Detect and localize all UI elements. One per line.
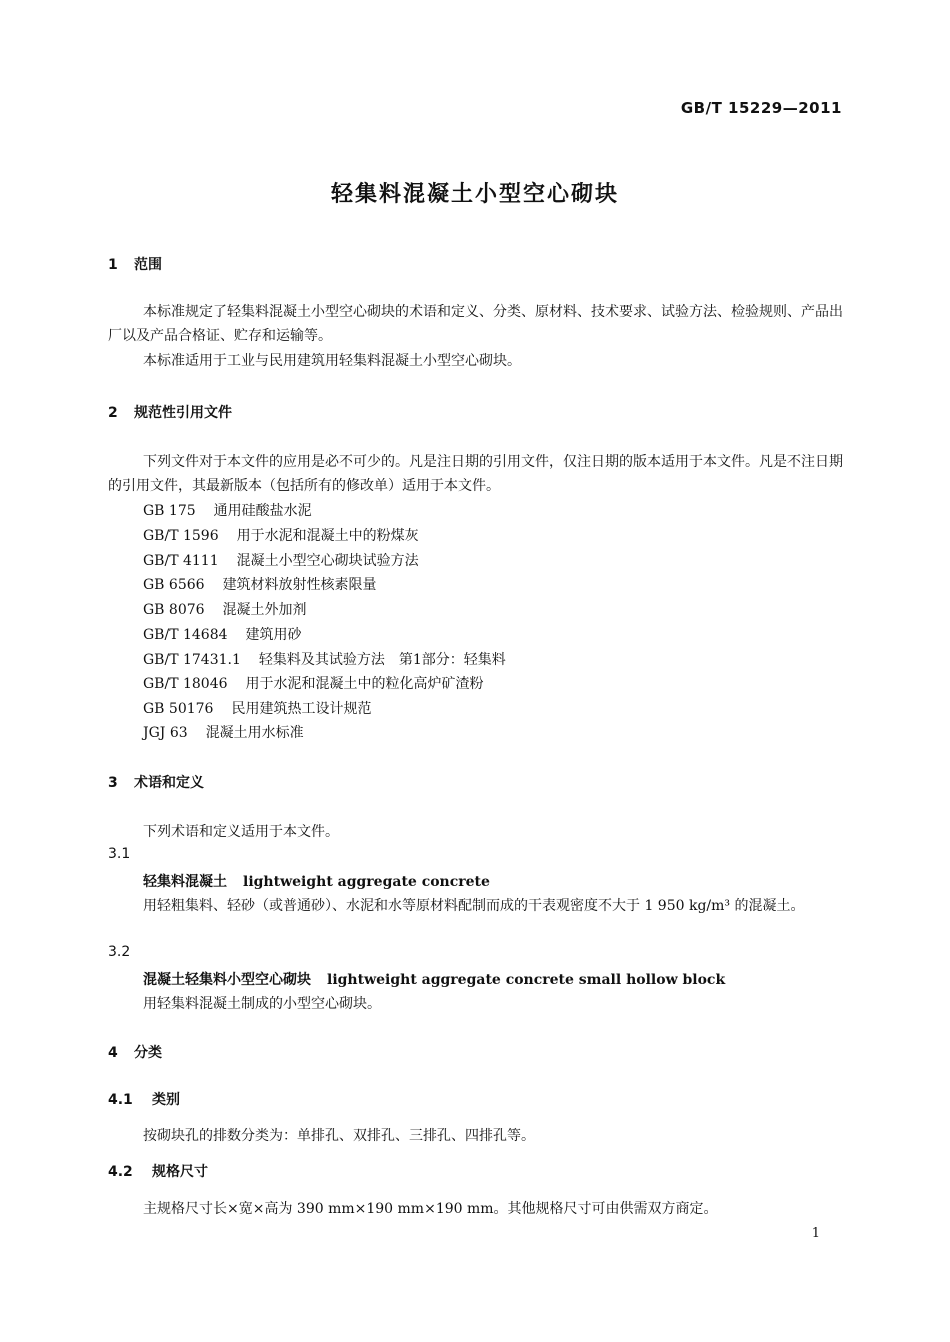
section-1-paragraph-2: 本标准适用于工业与民用建筑用轻集料混凝土小型空心砌块。 xyxy=(143,353,521,369)
reference-title: 混凝土小型空心砌块试验方法 xyxy=(236,553,419,569)
reference-title: 轻集料及其试验方法 第1部分：轻集料 xyxy=(258,652,506,668)
term-english: lightweight aggregate concrete xyxy=(243,874,490,890)
reference-code: GB/T 1596 xyxy=(143,528,219,544)
reference-code: JGJ 63 xyxy=(143,725,188,741)
section-3-heading xyxy=(108,772,204,792)
section-4-2-heading xyxy=(108,1161,208,1181)
section-1-paragraph-1: 本标准规定了轻集料混凝土小型空心砌块的术语和定义、分类、原材料、技术要求、试验方法、检验规则、产品出厂以及产品合格证、贮存和运输等。 xyxy=(108,304,843,344)
reference-code: GB 8076 xyxy=(143,602,205,618)
reference-item xyxy=(143,574,377,594)
reference-title: 建筑用砂 xyxy=(245,627,302,643)
section-title: 类别 xyxy=(152,1092,180,1108)
reference-title: 用于水泥和混凝土中的粒化高炉矿渣粉 xyxy=(245,676,484,692)
section-title: 范围 xyxy=(134,257,162,273)
section-4-1-text: 按砌块孔的排数分类为：单排孔、双排孔、三排孔、四排孔等。 xyxy=(143,1128,535,1144)
reference-title: 民用建筑热工设计规范 xyxy=(231,701,372,717)
term-3-1-number: 3.1 xyxy=(108,846,131,862)
section-4-2-text: 主规格尺寸长×宽×高为 390 mm×190 mm×190 mm。其他规格尺寸可由供需双方商定。 xyxy=(143,1201,718,1217)
section-title: 分类 xyxy=(134,1045,162,1061)
reference-item xyxy=(143,722,304,742)
reference-item xyxy=(143,673,484,693)
reference-code: GB 175 xyxy=(143,503,196,519)
reference-item xyxy=(143,624,302,644)
section-title: 规范性引用文件 xyxy=(134,405,232,421)
section-1-heading xyxy=(108,254,162,274)
section-number: 3 xyxy=(108,775,118,791)
reference-title: 混凝土用水标准 xyxy=(205,725,304,741)
term-3-2-number: 3.2 xyxy=(108,944,131,960)
term-chinese: 混凝土轻集料小型空心砌块 xyxy=(143,972,311,988)
reference-title: 通用硅酸盐水泥 xyxy=(213,503,312,519)
term-3-1 xyxy=(143,871,490,891)
reference-code: GB/T 14684 xyxy=(143,627,228,643)
section-title: 规格尺寸 xyxy=(152,1164,208,1180)
page-number: 1 xyxy=(811,1226,820,1241)
standard-code: GB/T 15229—2011 xyxy=(680,99,842,117)
section-2-paragraph-1: 下列文件对于本文件的应用是必不可少的。凡是注日期的引用文件，仅注日期的版本适用于本文件。凡是不注日期的引用文件，其最新版本（包括所有的修改单）适用于本文件。 xyxy=(108,454,843,494)
reference-item xyxy=(143,525,419,545)
term-3-1-definition: 用轻粗集料、轻砂（或普通砂）、水泥和水等原材料配制而成的干表观密度不大于 1 950 kg/m³ 的混凝土。 xyxy=(143,898,805,914)
section-number: 4 xyxy=(108,1045,118,1061)
reference-code: GB/T 17431.1 xyxy=(143,652,241,668)
section-3-paragraph-1: 下列术语和定义适用于本文件。 xyxy=(143,824,339,840)
reference-item xyxy=(143,698,371,718)
document-title: 轻集料混凝土小型空心砌块 xyxy=(330,182,619,207)
section-4-1-heading xyxy=(108,1089,180,1109)
section-number: 4.2 xyxy=(108,1164,133,1180)
reference-item xyxy=(143,500,312,520)
section-number: 2 xyxy=(108,405,118,421)
reference-item xyxy=(143,550,419,570)
reference-title: 用于水泥和混凝土中的粉煤灰 xyxy=(236,528,419,544)
section-title: 术语和定义 xyxy=(134,775,204,791)
reference-code: GB/T 4111 xyxy=(143,553,219,569)
term-english: lightweight aggregate concrete small hollow block xyxy=(327,972,726,988)
section-number: 4.1 xyxy=(108,1092,133,1108)
term-3-2 xyxy=(143,969,725,989)
section-2-heading xyxy=(108,402,232,422)
section-4-heading xyxy=(108,1042,162,1062)
reference-item xyxy=(143,599,307,619)
reference-title: 建筑材料放射性核素限量 xyxy=(222,577,377,593)
reference-code: GB 50176 xyxy=(143,701,214,717)
reference-code: GB/T 18046 xyxy=(143,676,228,692)
section-number: 1 xyxy=(108,257,118,273)
reference-title: 混凝土外加剂 xyxy=(222,602,307,618)
reference-item xyxy=(143,649,506,669)
term-chinese: 轻集料混凝土 xyxy=(143,874,227,890)
reference-code: GB 6566 xyxy=(143,577,205,593)
term-3-2-definition: 用轻集料混凝土制成的小型空心砌块。 xyxy=(143,996,381,1012)
